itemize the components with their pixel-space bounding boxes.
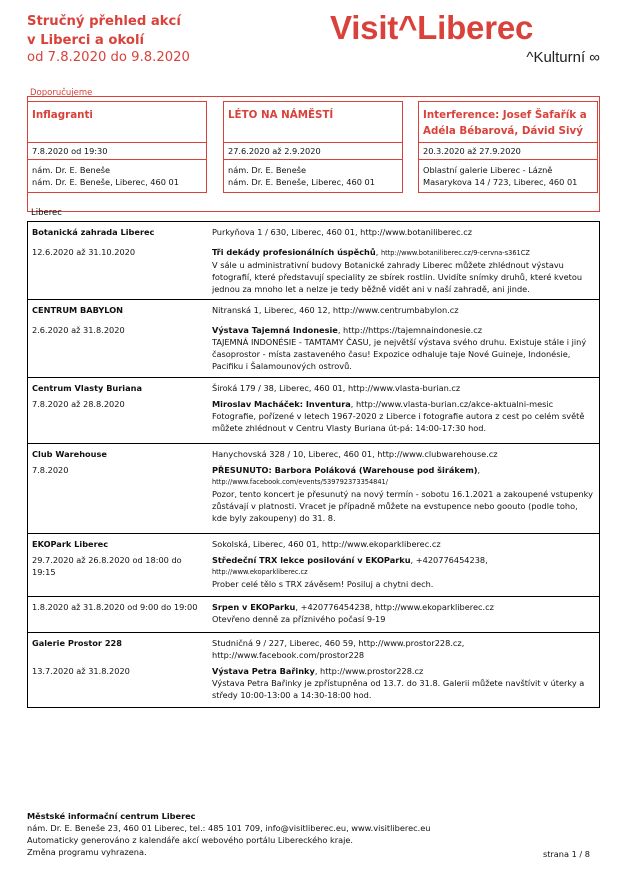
- event-description: V sále u administrativní budovy Botanické zahrady Liberec můžete zhlédnout výstavu fotografií, které představují speciality ze sbírek rostlin. Uvidíte snímky druhů, které kvetou jednou za mnoho let a nelze je tedy běžně vidět ani v naší zahradě, ani jinde.: [212, 260, 583, 294]
- venue-name: Centrum Vlasty Buriana: [32, 383, 142, 393]
- card-place-line: nám. Dr. E. Beneše: [32, 165, 111, 175]
- event-contact: , +420776454238, http://www.ekoparkliberec.cz: [295, 602, 494, 612]
- event-link[interactable]: http://www.botaniliberec.cz/9-cervna-s361CZ: [380, 249, 530, 257]
- event-link[interactable]: http://www.facebook.com/events/539792373354841/: [212, 478, 388, 486]
- footer-note: Změna programu vyhrazena.: [27, 847, 147, 857]
- title-line-2: v Liberci a okolí: [27, 33, 144, 48]
- recommended-card[interactable]: [223, 101, 403, 193]
- venue-block: [28, 300, 599, 378]
- card-title[interactable]: Interference: Josef Šafařík a Adéla Bébarová, Dávid Sivý: [419, 102, 597, 143]
- logo-text: Visit^Liberec: [330, 9, 534, 46]
- date-range: od 7.8.2020 do 9.8.2020: [27, 50, 190, 65]
- event-link[interactable]: http://www.vlasta-burian.cz/akce-aktualni-mesic: [355, 399, 554, 409]
- recommended-label: Doporučujeme: [30, 88, 93, 98]
- visit-liberec-logo: [330, 8, 602, 70]
- city-label: Liberec: [31, 208, 62, 218]
- venue-block: [28, 534, 599, 597]
- venue-address[interactable]: Purkyňova 1 / 630, Liberec, 460 01, http://www.botaniliberec.cz: [212, 227, 472, 237]
- card-title[interactable]: LÉTO NA NÁMĚSTÍ: [224, 102, 402, 143]
- footer-generated: Automaticky generováno z kalendáře akcí webového portálu Libereckého kraje.: [27, 835, 354, 845]
- venue-address-line[interactable]: Studničná 9 / 227, Liberec, 460 59, http://www.prostor228.cz,: [212, 638, 465, 648]
- footer-org: Městské informační centrum Liberec: [27, 811, 196, 821]
- card-date: 20.3.2020 až 27.9.2020: [419, 143, 597, 160]
- event-info: [210, 554, 599, 590]
- card-place-line: Masarykova 14 / 723, Liberec, 460 01: [423, 177, 578, 187]
- event-title[interactable]: Výstava Tajemná Indonesie: [212, 325, 338, 335]
- event-date: 7.8.2020: [32, 465, 69, 475]
- event-description: Výstava Petra Bařinky je zpřístupněna od 13.7. do 31.8. Galerii můžete navštívit v úterky a středy 10:00-13:00 a 14:30-18:00 hod.: [212, 678, 585, 700]
- card-place-line: nám. Dr. E. Beneše, Liberec, 460 01: [32, 177, 179, 187]
- card-place-line: nám. Dr. E. Beneše: [228, 165, 307, 175]
- venue-address[interactable]: Sokolská, Liberec, 460 01, http://www.ekoparkliberec.cz: [212, 539, 441, 549]
- venue-block: [28, 444, 599, 534]
- venue-address[interactable]: Hanychovská 328 / 10, Liberec, 460 01, http://www.clubwarehouse.cz: [212, 449, 498, 459]
- venue-address[interactable]: [210, 637, 599, 661]
- venue-name: Botanická zahrada Liberec: [32, 227, 155, 237]
- event-info: Tři dekády profesionálních úspěchů, http://www.botaniliberec.cz/9-cervna-s361CZ V sále u administrativní budovy Botanické zahrady Liberec můžete zhlédnout výstavu fotografií, které představují speciality ze sbírek rostlin. Uvidíte snímky druhů, které kvetou jednou za mnoho let a nelze je tedy běžně vidět ani v naší zahradě, ani jinde.: [210, 246, 599, 295]
- title-line-1: Stručný přehled akcí: [27, 14, 181, 29]
- event-title[interactable]: Výstava Petra Bařinky: [212, 666, 315, 676]
- venue-block: [28, 633, 599, 707]
- venue-address-line[interactable]: http://www.facebook.com/prostor228: [212, 650, 365, 660]
- event-info: [210, 601, 599, 625]
- event-contact: , +420776454238,: [410, 555, 488, 565]
- event-title[interactable]: Miroslav Macháček: Inventura: [212, 399, 351, 409]
- event-description: Otevřeno denně za příznivého počasí 9-19: [212, 614, 386, 624]
- page-number: strana 1 / 8: [542, 849, 590, 859]
- event-date: 29.7.2020 až 26.8.2020 od 18:00 do 19:15: [32, 555, 182, 577]
- event-link[interactable]: http://https://tajemnaindonesie.cz: [343, 325, 483, 335]
- logo-subtitle: ^Kulturní ∞: [526, 49, 600, 66]
- event-info: Miroslav Macháček: Inventura, http://www.vlasta-burian.cz/akce-aktualni-mesic Fotografie, pořízené v letech 1967-2020 z Liberce i fotografie autora z cest po celém světě můžete zhlédnout v Centru Vlasty Buriana út-pá: 14:00-17:30 hod.: [210, 398, 599, 434]
- footer: [27, 810, 600, 858]
- card-place-line: nám. Dr. E. Beneše, Liberec, 460 01: [228, 177, 375, 187]
- event-date: 1.8.2020 až 31.8.2020 od 9:00 do 19:00: [32, 602, 198, 612]
- recommended-card[interactable]: [27, 101, 207, 193]
- footer-contact: nám. Dr. E. Beneše 23, 460 01 Liberec, tel.: 485 101 709, info@visitliberec.eu, www.visitliberec.eu: [27, 823, 431, 833]
- venue-address[interactable]: Nitranská 1, Liberec, 460 12, http://www.centrumbabylon.cz: [212, 305, 459, 315]
- venue-block: [28, 222, 599, 300]
- venue-name: Galerie Prostor 228: [32, 638, 122, 648]
- event-contact[interactable]: , http://www.prostor228.cz: [314, 666, 424, 676]
- events-table: [27, 221, 600, 708]
- card-place: [419, 160, 597, 188]
- event-description: TAJEMNÁ INDONÉSIE - TAMTAMY ČASU, je největší výstava svého druhu. Existuje stále i jiný časoprostor - místa zastaveného času! Expozice odhaluje taje Nové Guineje, Indonésie, Pacifiku i Šalamounových ostrovů.: [212, 337, 587, 371]
- event-description: Fotografie, pořízené v letech 1967-2020 z Liberce i fotografie autora z cest po celém světě můžete zhlédnout v Centru Vlasty Buriana út-pá: 14:00-17:30 hod.: [212, 411, 585, 433]
- event-description: Pozor, tento koncert je přesunutý na nový termín - sobotu 16.1.2021 a zakoupené vstupenky zůstávají v platnosti. Vracet je případně můžete na evstupence nebo goouto (podle toho, kde byly zakoupeny) do 31. 8.: [212, 489, 593, 523]
- event-date: 7.8.2020 až 28.8.2020: [32, 399, 125, 409]
- recommended-card[interactable]: [418, 101, 598, 193]
- card-title[interactable]: Inflagranti: [28, 102, 206, 143]
- venue-name: Club Warehouse: [32, 449, 107, 459]
- event-title[interactable]: PŘESUNUTO: Barbora Poláková (Warehouse pod širákem): [212, 465, 478, 475]
- venue-name: EKOPark Liberec: [32, 539, 109, 549]
- event-title[interactable]: Středeční TRX lekce posilování v EKOParku: [212, 555, 411, 565]
- event-title[interactable]: Srpen v EKOParku: [212, 602, 296, 612]
- venue-block: [28, 597, 599, 633]
- event-info: PŘESUNUTO: Barbora Poláková (Warehouse pod širákem), http://www.facebook.com/events/539792373354841/ Pozor, tento koncert je přesunutý na nový termín - sobotu 16.1.2021 a zakoupené vstupenky zůstávají v platnosti. Vracet je případně můžete na evstupence nebo goouto (podle toho, kde byly zakoupeny) do 31. 8.: [210, 464, 599, 524]
- event-date: 12.6.2020 až 31.10.2020: [32, 247, 136, 257]
- card-date: 7.8.2020 od 19:30: [28, 143, 206, 160]
- page-title: [27, 12, 181, 50]
- card-place-line: Oblastní galerie Liberec - Lázně: [423, 165, 553, 175]
- event-date: 13.7.2020 až 31.8.2020: [32, 666, 130, 676]
- venue-block: [28, 378, 599, 444]
- event-info: [210, 665, 599, 701]
- venue-name: CENTRUM BABYLON: [32, 305, 124, 315]
- card-place: [28, 160, 206, 188]
- venue-address[interactable]: Široká 179 / 38, Liberec, 460 01, http://www.vlasta-burian.cz: [212, 383, 461, 393]
- event-info: Výstava Tajemná Indonesie, http://https://tajemnaindonesie.cz TAJEMNÁ INDONÉSIE - TAMTAMY ČASU, je největší výstava svého druhu. Existuje stále i jiný časoprostor - místa zastaveného času! Expozice odhaluje taje Nové Guineje, Indonésie, Pacifiku i Šalamounových ostrovů.: [210, 324, 599, 372]
- event-description: Prober celé tělo s TRX závěsem! Posiluj a chytni dech.: [212, 579, 434, 589]
- event-title[interactable]: Tři dekády profesionálních úspěchů: [212, 247, 376, 257]
- event-date: 2.6.2020 až 31.8.2020: [32, 325, 125, 335]
- card-date: 27.6.2020 až 2.9.2020: [224, 143, 402, 160]
- card-place: [224, 160, 402, 188]
- event-link[interactable]: http://www.ekoparkliberec.cz: [212, 568, 308, 576]
